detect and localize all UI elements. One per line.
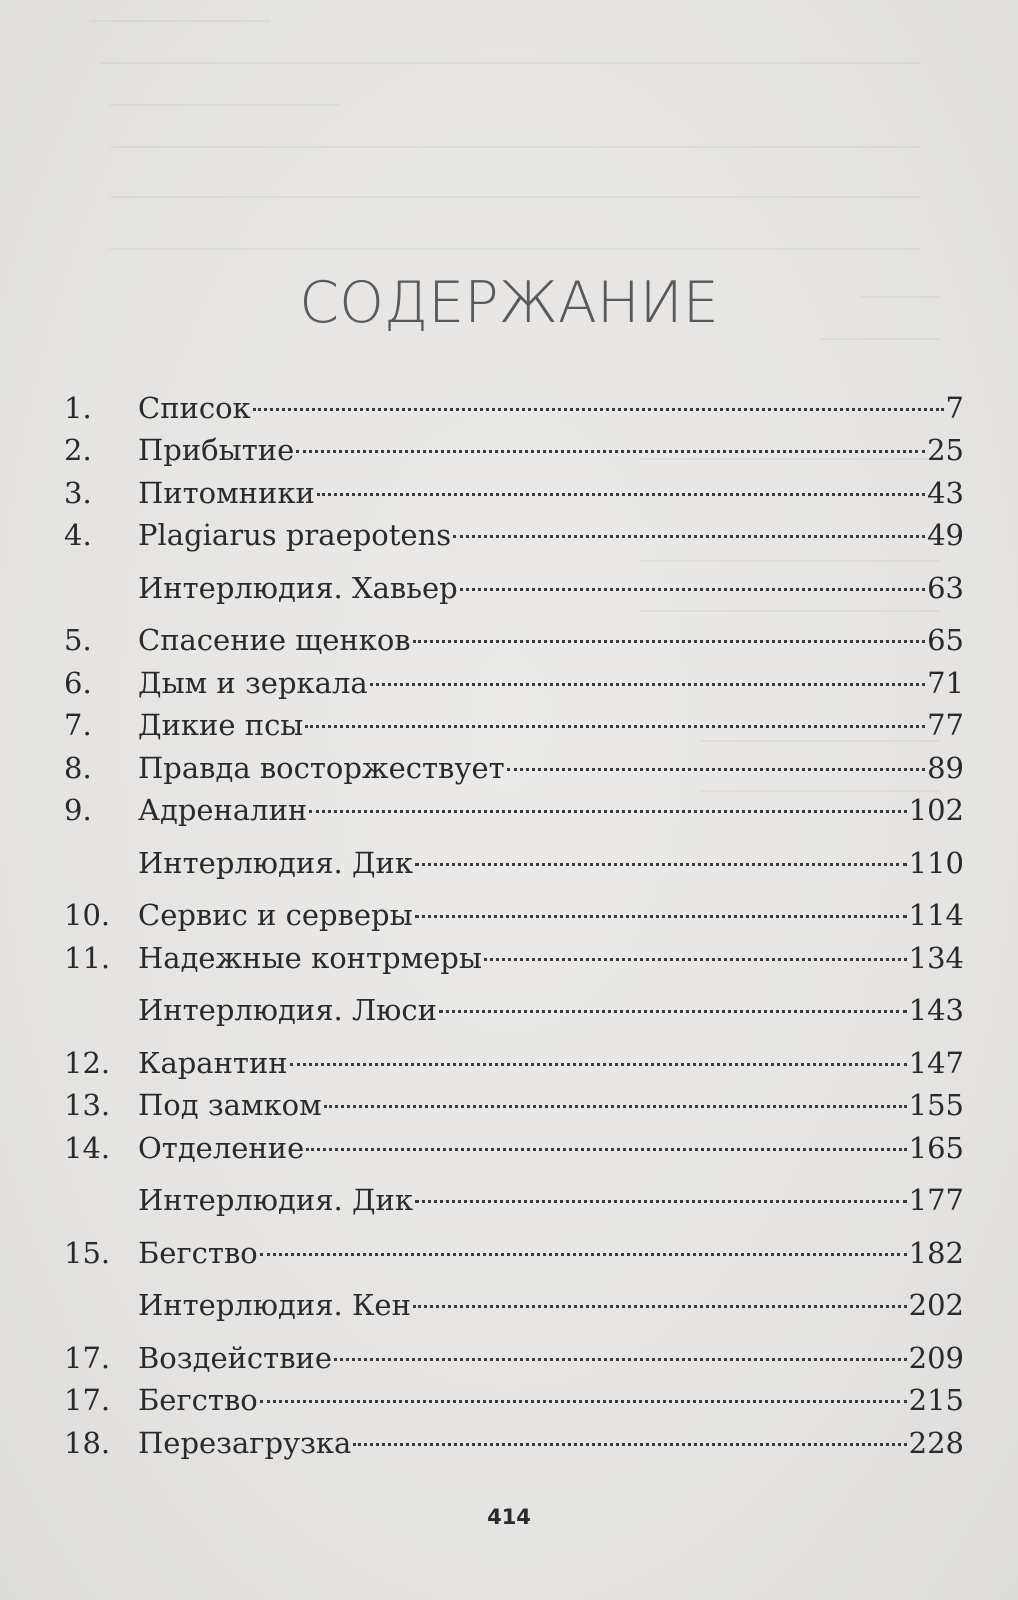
toc-entry-number: 14. bbox=[64, 1131, 111, 1165]
toc-entry bbox=[64, 1285, 964, 1325]
toc-entry-page: 209 bbox=[908, 1341, 964, 1375]
toc-entry-page: 77 bbox=[927, 708, 964, 742]
toc-entry-page: 202 bbox=[908, 1288, 964, 1322]
toc-entry bbox=[64, 1380, 964, 1420]
toc-entry bbox=[64, 1085, 964, 1125]
toc-entry bbox=[64, 790, 964, 830]
toc-dot-leader bbox=[309, 810, 906, 813]
toc-entry-title: Интерлюдия. Дик bbox=[138, 846, 414, 880]
toc-entry-title: Интерлюдия. Хавьер bbox=[138, 571, 458, 605]
toc-dot-leader bbox=[296, 450, 925, 453]
toc-entry bbox=[64, 388, 964, 428]
toc-entry-number: 4. bbox=[64, 518, 92, 552]
toc-dot-leader bbox=[484, 958, 907, 961]
toc-entry-number: 17. bbox=[64, 1383, 111, 1417]
toc-dot-leader bbox=[413, 1305, 907, 1308]
toc-entry-title: Интерлюдия. Дик bbox=[138, 1183, 414, 1217]
toc-entry bbox=[64, 990, 964, 1030]
toc-entry-number: 2. bbox=[64, 433, 92, 467]
toc-entry-page: 215 bbox=[908, 1383, 964, 1417]
toc-entry bbox=[64, 1233, 964, 1273]
toc-entry-title: Интерлюдия. Люси bbox=[138, 993, 437, 1027]
toc-dot-leader bbox=[260, 1253, 907, 1256]
toc-entry bbox=[64, 515, 964, 555]
toc-entry-title: Надежные контрмеры bbox=[138, 941, 482, 975]
toc-entry-title: Сервис и серверы bbox=[138, 898, 413, 932]
toc-dot-leader bbox=[253, 408, 944, 411]
toc-entry bbox=[64, 1128, 964, 1168]
toc-dot-leader bbox=[439, 1010, 907, 1013]
toc-entry bbox=[64, 843, 964, 883]
toc-entry-number: 3. bbox=[64, 476, 92, 510]
toc-entry-page: 63 bbox=[927, 571, 964, 605]
toc-entry-page: 43 bbox=[927, 476, 964, 510]
toc-dot-leader bbox=[415, 915, 907, 918]
toc-dot-leader bbox=[353, 1443, 906, 1446]
toc-entry-page: 165 bbox=[908, 1131, 964, 1165]
toc-entry-title: Правда восторжествует bbox=[138, 751, 505, 785]
toc-entry-page: 71 bbox=[927, 666, 964, 700]
page-number: 414 bbox=[487, 1505, 531, 1529]
toc-dot-leader bbox=[415, 1200, 907, 1203]
toc-entry bbox=[64, 430, 964, 470]
toc-entry-number: 18. bbox=[64, 1426, 111, 1460]
toc-entry-number: 15. bbox=[64, 1236, 111, 1270]
toc-entry-page: 25 bbox=[927, 433, 964, 467]
toc-entry-page: 134 bbox=[908, 941, 964, 975]
toc-entry-page: 177 bbox=[908, 1183, 964, 1217]
toc-entry-title: Plagiarus praepotens bbox=[138, 518, 452, 552]
toc-entry-title: Бегство bbox=[138, 1383, 258, 1417]
toc-dot-leader bbox=[260, 1400, 907, 1403]
toc-entry-page: 147 bbox=[908, 1046, 964, 1080]
toc-entry bbox=[64, 1423, 964, 1463]
toc-entry bbox=[64, 568, 964, 608]
toc-entry-page: 65 bbox=[927, 623, 964, 657]
toc-entry bbox=[64, 473, 964, 513]
toc-entry bbox=[64, 705, 964, 745]
toc-entry bbox=[64, 938, 964, 978]
toc-entry-title: Перезагрузка bbox=[138, 1426, 352, 1460]
toc-entry-title: Интерлюдия. Кен bbox=[138, 1288, 411, 1322]
page-title: СОДЕРЖАНИЕ bbox=[299, 270, 719, 336]
toc-entry bbox=[64, 620, 964, 660]
toc-entry-number: 10. bbox=[64, 898, 111, 932]
toc-entry-number: 6. bbox=[64, 666, 92, 700]
toc-entry-number: 8. bbox=[64, 751, 92, 785]
toc-entry-page: 114 bbox=[908, 898, 964, 932]
toc-entry-title: Питомники bbox=[138, 476, 315, 510]
toc-dot-leader bbox=[460, 588, 925, 591]
toc-dot-leader bbox=[507, 768, 925, 771]
toc-entry-title: Дым и зеркала bbox=[138, 666, 368, 700]
toc-entry-title: Спасение щенков bbox=[138, 623, 411, 657]
toc-entry-page: 102 bbox=[908, 793, 964, 827]
toc-entry-number: 1. bbox=[64, 391, 92, 425]
toc-entry-title: Карантин bbox=[138, 1046, 288, 1080]
toc-entry-title: Под замком bbox=[138, 1088, 322, 1122]
toc-entry-title: Дикие псы bbox=[138, 708, 304, 742]
toc-dot-leader bbox=[453, 535, 925, 538]
toc-entry bbox=[64, 1338, 964, 1378]
toc-dot-leader bbox=[413, 640, 925, 643]
toc-dot-leader bbox=[306, 1148, 906, 1151]
toc-dot-leader bbox=[415, 863, 907, 866]
toc-entry-number: 13. bbox=[64, 1088, 111, 1122]
toc-entry-page: 228 bbox=[908, 1426, 964, 1460]
toc-entry bbox=[64, 748, 964, 788]
toc-entry-number: 11. bbox=[64, 941, 111, 975]
toc-dot-leader bbox=[370, 683, 925, 686]
toc-entry-page: 155 bbox=[908, 1088, 964, 1122]
toc-entry bbox=[64, 1180, 964, 1220]
toc-entry bbox=[64, 895, 964, 935]
toc-entry-page: 182 bbox=[908, 1236, 964, 1270]
toc-entry-number: 17. bbox=[64, 1341, 111, 1375]
toc-entry-number: 12. bbox=[64, 1046, 111, 1080]
toc-entry-title: Адреналин bbox=[138, 793, 308, 827]
toc-entry-title: Воздействие bbox=[138, 1341, 333, 1375]
toc-entry-number: 9. bbox=[64, 793, 92, 827]
toc-entry-page: 89 bbox=[927, 751, 964, 785]
toc-entry-page: 7 bbox=[945, 391, 964, 425]
toc-entry-number: 7. bbox=[64, 708, 92, 742]
toc-dot-leader bbox=[324, 1105, 907, 1108]
toc-entry-number: 5. bbox=[64, 623, 92, 657]
toc-entry-title: Список bbox=[138, 391, 251, 425]
toc-dot-leader bbox=[334, 1358, 907, 1361]
toc-entry-page: 110 bbox=[908, 846, 964, 880]
toc-entry-title: Бегство bbox=[138, 1236, 258, 1270]
toc-entry-page: 49 bbox=[927, 518, 964, 552]
toc-entry-page: 143 bbox=[908, 993, 964, 1027]
toc-entry bbox=[64, 663, 964, 703]
toc-dot-leader bbox=[290, 1063, 907, 1066]
toc-entry bbox=[64, 1043, 964, 1083]
toc-dot-leader bbox=[305, 725, 925, 728]
toc-entry-title: Отделение bbox=[138, 1131, 305, 1165]
toc-entry-title: Прибытие bbox=[138, 433, 295, 467]
toc-dot-leader bbox=[317, 493, 925, 496]
